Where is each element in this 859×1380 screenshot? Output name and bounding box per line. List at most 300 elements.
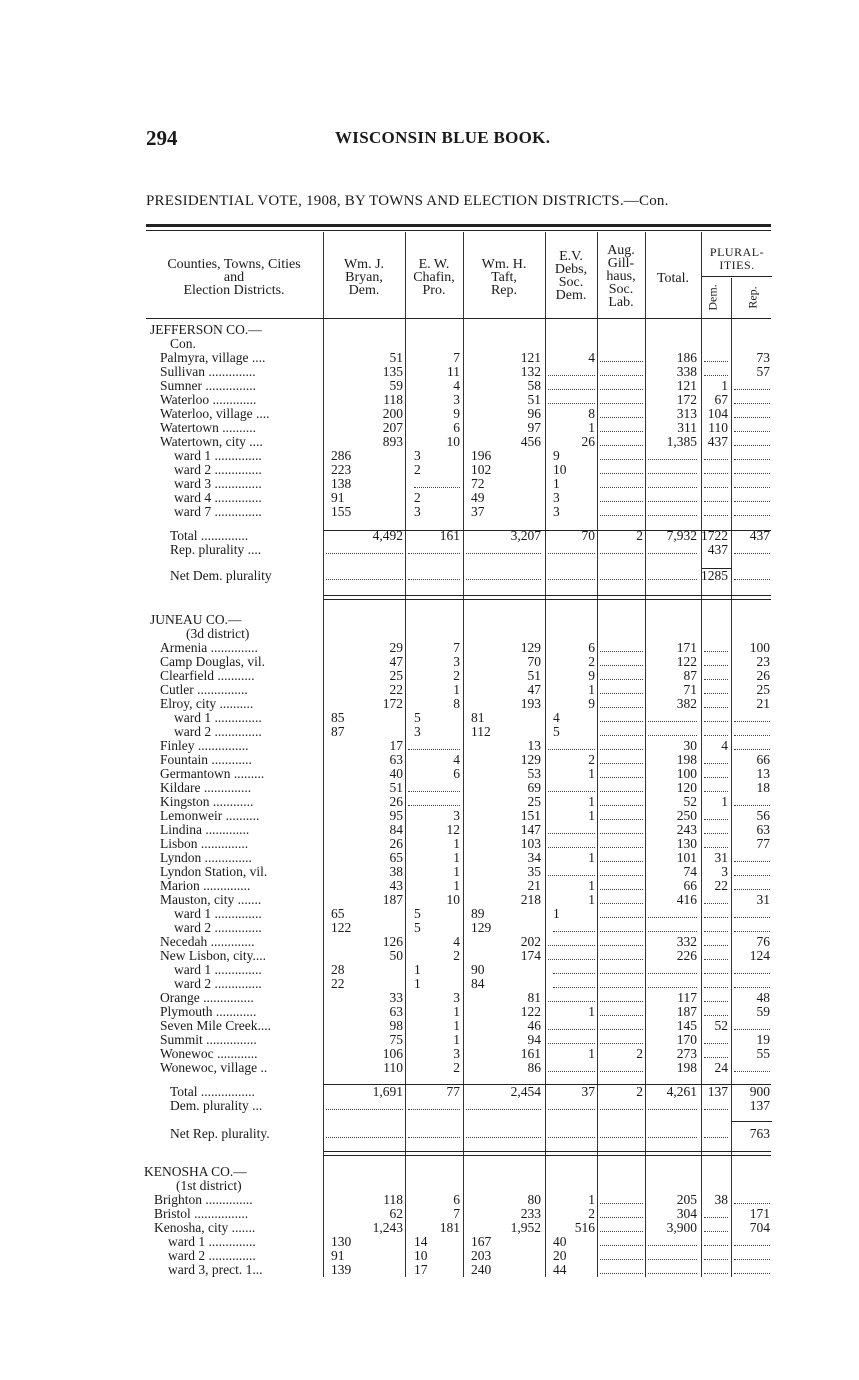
chafin-dots (408, 795, 460, 806)
dem-dots (704, 935, 728, 946)
table-row (0, 795, 859, 809)
total-value: 198 (676, 1060, 697, 1075)
dem-value: 3 (721, 864, 728, 879)
gill-dots (600, 1127, 643, 1138)
gill-dots (600, 1193, 643, 1204)
bryan-value: 135 (382, 364, 403, 379)
top-rule-thin (146, 230, 771, 231)
header-bryan: Wm. J. Bryan, Dem. (343, 257, 385, 298)
total-value: 416 (676, 892, 697, 907)
top-rule (146, 224, 771, 227)
debs-value: 1 (588, 850, 595, 865)
total-dots (648, 1099, 697, 1110)
taft-value: 161 (520, 1046, 541, 1061)
dem-dots (704, 921, 728, 932)
total-value: 87 (683, 668, 697, 683)
taft-value: 80 (527, 1192, 541, 1207)
chafin-value: 3 (453, 392, 460, 407)
total-dots (648, 463, 697, 474)
rep-dots (734, 921, 770, 932)
total-value: 30 (683, 738, 697, 753)
total-value: 198 (676, 752, 697, 767)
table-row (0, 963, 859, 977)
rep-value: 56 (756, 808, 770, 823)
taft-value: 112 (471, 724, 491, 739)
debs-value: 516 (574, 1220, 595, 1235)
table-row (0, 1099, 859, 1113)
rep-dots (734, 491, 770, 502)
rep-dots (734, 851, 770, 862)
table-row (0, 1207, 859, 1221)
dem-dots (704, 1249, 728, 1260)
row-name: Orange ............... (160, 990, 254, 1005)
chafin-value: 1 (453, 682, 460, 697)
chafin-value: 3 (453, 654, 460, 669)
table-row (0, 851, 859, 865)
total-value: 66 (683, 878, 697, 893)
rep-value: 63 (756, 822, 770, 837)
table-row (0, 1249, 859, 1263)
taft-value: 47 (527, 682, 541, 697)
row-name: ward 2 .............. (174, 724, 262, 739)
rep-dots (734, 543, 770, 554)
taft-value: 2,454 (510, 1084, 541, 1099)
rep-dots (734, 725, 770, 736)
total-value: 226 (676, 948, 697, 963)
bryan-value: 200 (382, 406, 403, 421)
gill-dots (600, 379, 643, 390)
taft-value: 167 (471, 1234, 492, 1249)
chafin-dots (408, 543, 460, 554)
debs-dots (548, 865, 595, 876)
gill-dots (600, 907, 643, 918)
bryan-value: 893 (382, 434, 403, 449)
table-row (0, 365, 859, 379)
bryan-value: 17 (389, 738, 403, 753)
dem-value: 1722 (701, 528, 728, 543)
total-value: 71 (683, 682, 697, 697)
taft-value: 240 (471, 1262, 492, 1277)
rep-dots (734, 393, 770, 404)
bryan-value: 25 (389, 668, 403, 683)
table-row (0, 977, 859, 991)
bryan-value: 95 (389, 808, 403, 823)
bryan-value: 22 (389, 682, 403, 697)
taft-value: 121 (520, 350, 541, 365)
row-name: Net Dem. plurality (170, 568, 272, 583)
bryan-value: 138 (331, 476, 352, 491)
row-name: Kingston ............ (160, 794, 254, 809)
total-dots (648, 1235, 697, 1246)
dem-value: 437 (707, 434, 728, 449)
total-dots (648, 569, 697, 580)
debs-dots (548, 935, 595, 946)
chafin-value: 2 (414, 462, 421, 477)
row-name: Finley ............... (160, 738, 249, 753)
row-name: Net Rep. plurality. (170, 1126, 270, 1141)
bryan-value: 63 (389, 752, 403, 767)
table-row (0, 697, 859, 711)
row-name: Dem. plurality ... (170, 1098, 263, 1113)
chafin-value: 1 (453, 850, 460, 865)
taft-value: 49 (471, 490, 485, 505)
row-name: Lyndon .............. (160, 850, 252, 865)
bryan-value: 172 (382, 696, 403, 711)
gill-dots (600, 795, 643, 806)
rep-value: 48 (756, 990, 770, 1005)
total-dots (648, 963, 697, 974)
rep-dots (734, 963, 770, 974)
rep-dots (734, 477, 770, 488)
taft-value: 147 (520, 822, 541, 837)
gill-dots (600, 977, 643, 988)
debs-value: 1 (588, 766, 595, 781)
bryan-value: 65 (331, 906, 345, 921)
row-name: Cutler ............... (160, 682, 248, 697)
chafin-value: 3 (414, 448, 421, 463)
gill-dots (600, 1033, 643, 1044)
rep-dots (734, 421, 770, 432)
table-row (0, 837, 859, 851)
table-row (0, 823, 859, 837)
taft-value: 51 (527, 668, 541, 683)
rep-dots (734, 1263, 770, 1274)
gill-dots (600, 1221, 643, 1232)
debs-value: 2 (588, 752, 595, 767)
rep-value: 73 (756, 350, 770, 365)
gill-dots (600, 351, 643, 362)
gill-dots (600, 1235, 643, 1246)
dem-dots (704, 641, 728, 652)
row-name: Marion .............. (160, 878, 251, 893)
chafin-value: 11 (447, 364, 460, 379)
gill-dots (600, 407, 643, 418)
debs-dots (548, 365, 595, 376)
row-name: Palmyra, village .... (160, 350, 266, 365)
dem-dots (704, 1047, 728, 1058)
debs-value: 40 (553, 1234, 567, 1249)
gill-dots (600, 641, 643, 652)
header-total: Total. (656, 271, 690, 286)
taft-value: 72 (471, 476, 485, 491)
row-name: ward 2 .............. (168, 1248, 256, 1263)
header-rep: Rep. (745, 286, 760, 309)
bryan-value: 1,691 (372, 1084, 403, 1099)
row-name: Wonewoc, village .. (160, 1060, 268, 1075)
row-name: Bristol ................ (154, 1206, 249, 1221)
table-row (0, 393, 859, 407)
chafin-dots (408, 739, 460, 750)
taft-value: 218 (520, 892, 541, 907)
gill-dots (600, 1207, 643, 1218)
total-value: 313 (676, 406, 697, 421)
debs-value: 2 (588, 1206, 595, 1221)
total-dots (648, 1249, 697, 1260)
row-name: Rep. plurality .... (170, 542, 262, 557)
chafin-dots (408, 1127, 460, 1138)
rep-value: 55 (756, 1046, 770, 1061)
chafin-value: 1 (414, 962, 421, 977)
total-value: 243 (676, 822, 697, 837)
debs-dots (548, 837, 595, 848)
table-row (0, 1005, 859, 1019)
rep-value: 704 (749, 1220, 770, 1235)
row-name: Germantown ......... (160, 766, 265, 781)
pluralities-rule (702, 276, 772, 277)
header-chafin: E. W. Chafin, Pro. (413, 257, 455, 298)
gill-value: 2 (636, 1046, 643, 1061)
row-name: Kildare .............. (160, 780, 252, 795)
table-row (0, 893, 859, 907)
row-name: ward 3 .............. (174, 476, 262, 491)
rep-dots (734, 865, 770, 876)
table-row (0, 1085, 859, 1099)
dem-dots (704, 907, 728, 918)
chafin-value: 181 (439, 1220, 460, 1235)
debs-value: 2 (588, 654, 595, 669)
debs-value: 1 (588, 420, 595, 435)
table-row (0, 809, 859, 823)
taft-value: 122 (520, 1004, 541, 1019)
taft-value: 25 (527, 794, 541, 809)
debs-dots (548, 543, 595, 554)
dem-dots (704, 697, 728, 708)
net-rule (732, 1121, 772, 1122)
debs-dots (548, 1033, 595, 1044)
row-name: ward 1 .............. (174, 448, 262, 463)
total-value: 120 (676, 780, 697, 795)
rep-value: 900 (749, 1084, 770, 1099)
dem-dots (704, 949, 728, 960)
gill-dots (600, 823, 643, 834)
rep-value: 18 (756, 780, 770, 795)
dem-dots (704, 1221, 728, 1232)
taft-value: 129 (520, 752, 541, 767)
table-row (0, 529, 859, 543)
table-row (0, 753, 859, 767)
table-row (0, 449, 859, 463)
dem-dots (704, 1005, 728, 1016)
total-value: 332 (676, 934, 697, 949)
rep-value: 31 (756, 892, 770, 907)
row-name: ward 1 .............. (174, 962, 262, 977)
dem-value: 137 (707, 1084, 728, 1099)
dem-dots (704, 977, 728, 988)
rep-dots (734, 569, 770, 580)
bryan-value: 187 (382, 892, 403, 907)
table-row (0, 1127, 859, 1141)
bryan-dots (326, 1099, 403, 1110)
taft-value: 129 (471, 920, 492, 935)
bryan-value: 118 (383, 1192, 403, 1207)
row-name: KENOSHA CO.— (144, 1164, 247, 1179)
chafin-value: 1 (453, 836, 460, 851)
taft-value: 102 (471, 462, 492, 477)
taft-value: 53 (527, 766, 541, 781)
dem-dots (704, 351, 728, 362)
total-dots (648, 977, 697, 988)
debs-value: 1 (588, 794, 595, 809)
total-value: 273 (676, 1046, 697, 1061)
total-dots (648, 505, 697, 516)
chafin-dots (408, 781, 460, 792)
taft-value: 1,952 (510, 1220, 541, 1235)
header-dem: Dem. (705, 284, 720, 311)
row-name: JEFFERSON CO.— (150, 322, 262, 337)
debs-value: 70 (581, 528, 595, 543)
bryan-value: 91 (331, 490, 345, 505)
taft-value: 103 (520, 836, 541, 851)
chafin-dots (408, 569, 460, 580)
total-value: 101 (676, 850, 697, 865)
taft-value: 81 (471, 710, 485, 725)
taft-value: 3,207 (510, 528, 541, 543)
taft-value: 151 (520, 808, 541, 823)
bryan-value: 130 (331, 1234, 352, 1249)
row-name: ward 1 .............. (174, 710, 262, 725)
rep-dots (734, 739, 770, 750)
debs-value: 4 (588, 350, 595, 365)
taft-value: 21 (527, 878, 541, 893)
debs-dots (548, 569, 595, 580)
section-rule (324, 599, 771, 600)
row-name: Waterloo ............. (160, 392, 257, 407)
debs-value: 1 (588, 1046, 595, 1061)
table-row (0, 1193, 859, 1207)
chafin-value: 6 (453, 1192, 460, 1207)
rep-value: 59 (756, 1004, 770, 1019)
chafin-value: 161 (439, 528, 460, 543)
debs-value: 37 (581, 1084, 595, 1099)
row-name: Necedah ............. (160, 934, 255, 949)
total-value: 145 (676, 1018, 697, 1033)
dem-dots (704, 991, 728, 1002)
bryan-dots (326, 1127, 403, 1138)
bryan-value: 59 (389, 378, 403, 393)
bryan-value: 85 (331, 710, 345, 725)
taft-value: 84 (471, 976, 485, 991)
row-name: Seven Mile Creek.... (160, 1018, 271, 1033)
total-value: 52 (683, 794, 697, 809)
debs-dots (548, 1099, 595, 1110)
dem-dots (704, 809, 728, 820)
bryan-dots (326, 569, 403, 580)
chafin-value: 3 (414, 724, 421, 739)
table-row (0, 921, 859, 935)
row-name: ward 1 .............. (168, 1234, 256, 1249)
gill-dots (600, 655, 643, 666)
table-row (0, 1019, 859, 1033)
chafin-value: 4 (453, 752, 460, 767)
debs-value: 1 (588, 878, 595, 893)
chafin-dots (408, 1099, 460, 1110)
gill-dots (600, 879, 643, 890)
taft-value: 34 (527, 850, 541, 865)
taft-value: 97 (527, 420, 541, 435)
debs-value: 1 (588, 808, 595, 823)
row-name: Total ................ (170, 1084, 255, 1099)
header-rule (146, 318, 771, 319)
dem-dots (704, 1263, 728, 1274)
dem-dots (704, 365, 728, 376)
chafin-value: 14 (414, 1234, 428, 1249)
rep-value: 57 (756, 364, 770, 379)
bryan-value: 75 (389, 1032, 403, 1047)
table-row (0, 1061, 859, 1075)
rep-dots (734, 1249, 770, 1260)
chafin-value: 6 (453, 420, 460, 435)
debs-value: 44 (553, 1262, 567, 1277)
rep-value: 100 (749, 640, 770, 655)
total-value: 172 (676, 392, 697, 407)
total-value: 187 (676, 1004, 697, 1019)
header-gillhaus: Aug. Gill- haus, Soc. Lab. (606, 243, 636, 310)
section-rule (324, 1155, 771, 1156)
gill-dots (600, 697, 643, 708)
bryan-value: 22 (331, 976, 345, 991)
total-value: 130 (676, 836, 697, 851)
row-name: New Lisbon, city.... (160, 948, 266, 963)
gill-dots (600, 893, 643, 904)
debs-dots (553, 977, 595, 988)
rep-value: 26 (756, 668, 770, 683)
taft-value: 69 (527, 780, 541, 795)
bryan-value: 33 (389, 990, 403, 1005)
dem-dots (704, 1099, 728, 1110)
dem-value: 67 (714, 392, 728, 407)
total-value: 382 (676, 696, 697, 711)
table-row (0, 613, 859, 627)
debs-value: 26 (581, 434, 595, 449)
total-value: 121 (676, 378, 697, 393)
bryan-value: 207 (382, 420, 403, 435)
row-name: ward 2 .............. (174, 462, 262, 477)
bryan-value: 51 (389, 780, 403, 795)
total-dots (648, 1127, 697, 1138)
gill-dots (600, 739, 643, 750)
table-row (0, 725, 859, 739)
rep-dots (734, 1019, 770, 1030)
gill-dots (600, 921, 643, 932)
dem-dots (704, 491, 728, 502)
chafin-value: 2 (414, 490, 421, 505)
bryan-value: 106 (382, 1046, 403, 1061)
taft-value: 86 (527, 1060, 541, 1075)
taft-value: 90 (471, 962, 485, 977)
chafin-value: 5 (414, 710, 421, 725)
chafin-value: 2 (453, 948, 460, 963)
header-pluralities: PLURAL- ITIES. (709, 245, 765, 272)
bryan-value: 139 (331, 1262, 352, 1277)
taft-value: 58 (527, 378, 541, 393)
dem-value: 52 (714, 1018, 728, 1033)
dem-value: 1 (721, 794, 728, 809)
row-name: Lisbon .............. (160, 836, 249, 851)
total-value: 3,900 (666, 1220, 697, 1235)
debs-dots (548, 1061, 595, 1072)
row-name: Fountain ............ (160, 752, 252, 767)
row-name: Mauston, city ....... (160, 892, 262, 907)
row-name: Sumner ............... (160, 378, 256, 393)
gill-dots (600, 991, 643, 1002)
bryan-value: 286 (331, 448, 352, 463)
table-row (0, 505, 859, 519)
chafin-value: 9 (453, 406, 460, 421)
rep-value: 13 (756, 766, 770, 781)
debs-value: 1 (588, 1004, 595, 1019)
taft-value: 70 (527, 654, 541, 669)
taft-value: 89 (471, 906, 485, 921)
